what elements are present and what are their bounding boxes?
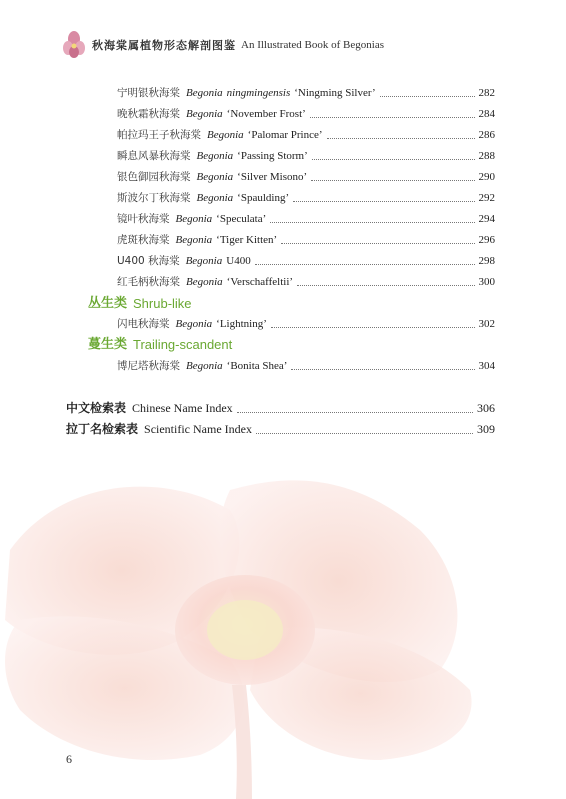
entry-chinese-name: 瞬息风暴秋海棠 — [117, 150, 191, 162]
entry-page-number: 304 — [478, 360, 495, 372]
entry-chinese-name: 红毛柄秋海棠 — [117, 276, 180, 288]
entry-cultivar: ‘Palomar Prince’ — [247, 129, 323, 141]
toc-entry[interactable] — [117, 355, 495, 373]
page-number: 6 — [66, 752, 72, 766]
entry-cultivar: ‘November Frost’ — [226, 108, 306, 120]
entry-page-number: 298 — [478, 255, 495, 267]
begonia-logo-icon — [62, 30, 86, 60]
entry-chinese-name: 帕拉玛王子秋海棠 — [117, 129, 201, 141]
index-title-english: Scientific Name Index — [144, 422, 252, 436]
toc-entry[interactable] — [117, 313, 495, 331]
index-title-chinese: 中文检索表 — [66, 401, 127, 415]
leader-dots — [281, 243, 474, 244]
toc-entry[interactable] — [117, 250, 495, 268]
entry-genus: Begonia — [186, 276, 223, 288]
entry-chinese-name: 闪电秋海棠 — [117, 318, 170, 330]
index-page-number: 309 — [477, 422, 495, 436]
index-title-english: Chinese Name Index — [132, 401, 233, 415]
entry-page-number: 294 — [478, 213, 495, 225]
toc-entry[interactable] — [117, 229, 495, 247]
entry-cultivar: ‘Spaulding’ — [237, 192, 290, 204]
toc-entry[interactable] — [117, 187, 495, 205]
entry-page-number: 296 — [478, 234, 495, 246]
leader-dots — [310, 117, 475, 118]
entry-page-number: 300 — [478, 276, 495, 288]
entry-genus: Begonia — [185, 255, 223, 267]
section-title-english: Trailing-scandent — [133, 337, 233, 352]
section-heading-shrub — [88, 293, 192, 311]
entry-page-number: 290 — [478, 171, 495, 183]
entry-chinese-name: 博尼塔秋海棠 — [117, 360, 180, 372]
entry-page-number: 288 — [478, 150, 495, 162]
entry-genus: Begonia — [175, 234, 213, 246]
entry-cultivar: U400 — [226, 255, 251, 267]
entry-chinese-name: 镜叶秋海棠 — [117, 213, 170, 225]
entry-genus: Begonia — [196, 171, 234, 183]
entry-chinese-name: 宁明银秋海棠 — [117, 87, 180, 99]
header-title-english: An Illustrated Book of Begonias — [241, 39, 384, 51]
entry-cultivar: ‘Ningming Silver’ — [294, 87, 376, 99]
toc-entry[interactable] — [117, 145, 495, 163]
section-title-chinese: 丛生类 — [88, 296, 128, 311]
header-title-chinese: 秋海棠属植物形态解剖图鉴 — [92, 39, 236, 52]
entry-chinese-name: 晚秋霜秋海棠 — [117, 108, 180, 120]
entry-page-number: 284 — [478, 108, 495, 120]
leader-dots — [291, 369, 474, 370]
leader-dots — [297, 285, 474, 286]
leader-dots — [293, 201, 474, 202]
leader-dots — [270, 222, 474, 223]
leader-dots — [380, 96, 475, 97]
begonia-flower-illustration — [0, 470, 566, 799]
index-entry-scientific[interactable] — [66, 419, 495, 437]
leader-dots — [256, 433, 473, 434]
toc-entry[interactable] — [117, 271, 495, 289]
entry-chinese-name: 虎斑秋海棠 — [117, 234, 170, 246]
leader-dots — [237, 412, 473, 413]
toc-entry[interactable] — [117, 124, 495, 142]
toc-entry[interactable] — [117, 166, 495, 184]
entry-genus: Begonia — [207, 129, 244, 141]
entry-page-number: 286 — [478, 129, 495, 141]
entry-genus: Begonia — [196, 192, 234, 204]
entry-genus: Begonia — [175, 213, 213, 225]
entry-page-number: 292 — [478, 192, 495, 204]
index-entry-chinese[interactable] — [66, 398, 495, 416]
entry-chinese-name: U400 秋海棠 — [117, 255, 180, 267]
section-title-chinese: 蔓生类 — [88, 337, 128, 352]
toc-entry[interactable] — [117, 208, 495, 226]
entry-page-number: 282 — [478, 87, 495, 99]
entry-cultivar: ‘Verschaffeltii’ — [226, 276, 294, 288]
entry-cultivar: ‘Silver Misono’ — [237, 171, 308, 183]
entry-cultivar: ‘Speculata’ — [216, 213, 267, 225]
entry-genus: Begonia — [186, 108, 223, 120]
index-page-number: 306 — [477, 401, 495, 415]
entry-chinese-name: 银色御园秋海棠 — [117, 171, 191, 183]
toc-entry[interactable] — [117, 82, 495, 100]
entry-cultivar: ‘Bonita Shea’ — [226, 360, 288, 372]
leader-dots — [327, 138, 475, 139]
toc-entry[interactable] — [117, 103, 495, 121]
entry-page-number: 302 — [478, 318, 495, 330]
section-title-english: Shrub-like — [133, 296, 192, 311]
leader-dots — [312, 159, 475, 160]
leader-dots — [255, 264, 475, 265]
section-heading-trailing — [88, 334, 232, 352]
entry-genus: Begonia — [196, 150, 234, 162]
leader-dots — [311, 180, 474, 181]
leader-dots — [271, 327, 475, 328]
running-header — [62, 30, 384, 60]
entry-genus: Begonia — [186, 360, 223, 372]
entry-cultivar: ‘Lightning’ — [216, 318, 267, 330]
entry-epithet: ningmingensis — [226, 87, 291, 99]
entry-genus: Begonia — [175, 318, 213, 330]
entry-cultivar: ‘Tiger Kitten’ — [216, 234, 278, 246]
entry-chinese-name: 斯波尔丁秋海棠 — [117, 192, 191, 204]
index-title-chinese: 拉丁名检索表 — [66, 422, 139, 436]
entry-cultivar: ‘Passing Storm’ — [237, 150, 308, 162]
entry-genus: Begonia — [186, 87, 223, 99]
